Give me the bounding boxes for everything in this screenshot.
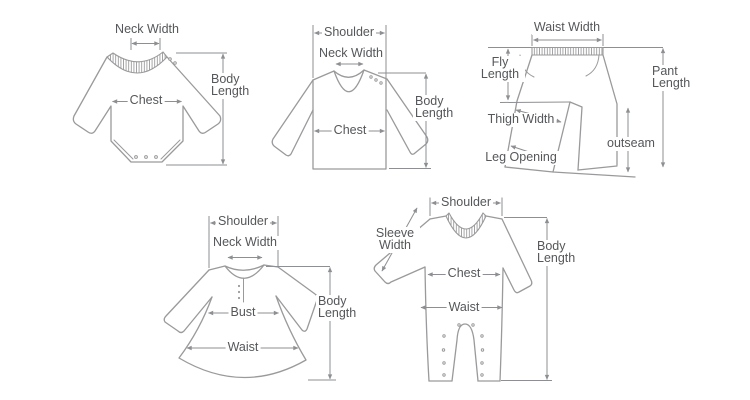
dress-left-sleeve (164, 270, 212, 333)
romper-snap (443, 362, 445, 364)
romper-crotch-arch (452, 324, 478, 381)
sweater-shoulder-button (370, 76, 372, 78)
pants-waist-width-label: Waist Width (533, 20, 601, 34)
bodysuit-neck-width-label: Neck Width (115, 22, 179, 36)
pants-pockets (520, 55, 599, 77)
pants-waistband (532, 48, 603, 56)
romper-snap (443, 335, 445, 337)
bodysuit-shoulder-snap (169, 58, 172, 61)
romper-snap (481, 362, 483, 364)
romper-shoulder-seams (430, 216, 502, 219)
sweater-shoulder-button (375, 79, 377, 81)
bodysuit-crotch-snap (135, 156, 138, 159)
romper-sleeve-width-label: Sleeve Width (370, 227, 420, 253)
pants-right-hem (578, 166, 617, 170)
bodysuit-collar (107, 52, 167, 73)
pants-left-hem-baseline (505, 167, 635, 177)
romper-chest-label: Chest (447, 266, 481, 280)
dress-bust-label: Bust (230, 305, 256, 319)
bodysuit-body-length-label: Body Length (209, 73, 259, 99)
bodysuit-chest-label: Chest (129, 93, 163, 107)
pants-fly-length-label: Fly Length (475, 56, 525, 82)
romper-snap (443, 374, 445, 376)
dress-body-length-label: Body Length (316, 295, 366, 321)
dress-waist-label: Waist (227, 340, 259, 354)
romper-collar (446, 213, 486, 238)
romper-shoulder-label: Shoulder (440, 195, 492, 209)
pants-pant-length-label: Pant Length (650, 65, 700, 91)
sweater-chest-label: Chest (333, 123, 367, 137)
sweater-neck-width-label: Neck Width (319, 46, 383, 60)
pants-thigh-width-label: Thigh Width (487, 112, 555, 126)
bodysuit-outline (73, 57, 220, 162)
bodysuit-shoulder-snap (174, 62, 177, 65)
dress-shoulder-seams (209, 265, 278, 270)
romper-snap (472, 324, 474, 326)
crotch-reference-line (500, 102, 570, 103)
romper-snap (458, 324, 460, 326)
dress-placket-button (238, 285, 240, 287)
sweater-shoulder-label: Shoulder (323, 25, 375, 39)
romper-waist-label: Waist (448, 300, 480, 314)
bodysuit-crotch-snap (155, 156, 158, 159)
sweater-body-length-label: Body Length (413, 95, 463, 121)
romper-right-sleeve (502, 219, 532, 293)
bodysuit-crotch-snap (145, 156, 148, 159)
dress-collar (225, 265, 264, 278)
dress-placket-button (238, 297, 240, 299)
dress-neck-width-label: Neck Width (213, 235, 277, 249)
dress-placket-button (238, 291, 240, 293)
romper-snap (481, 374, 483, 376)
romper-body-length-label: Body Length (535, 240, 585, 266)
romper-snap (481, 349, 483, 351)
pants-outseam-label: outseam (607, 136, 655, 150)
dress-shoulder-label: Shoulder (217, 214, 269, 228)
sweater-left-sleeve (272, 80, 313, 156)
sweater-shoulder-button (380, 82, 382, 84)
pants-right-inseam (570, 102, 582, 170)
romper-snap (442, 349, 444, 351)
pants-leg-opening-label: Leg Opening (485, 150, 557, 164)
sweater-collar (334, 70, 364, 92)
dress-right-sleeve (276, 267, 317, 331)
romper-snap (481, 335, 483, 337)
